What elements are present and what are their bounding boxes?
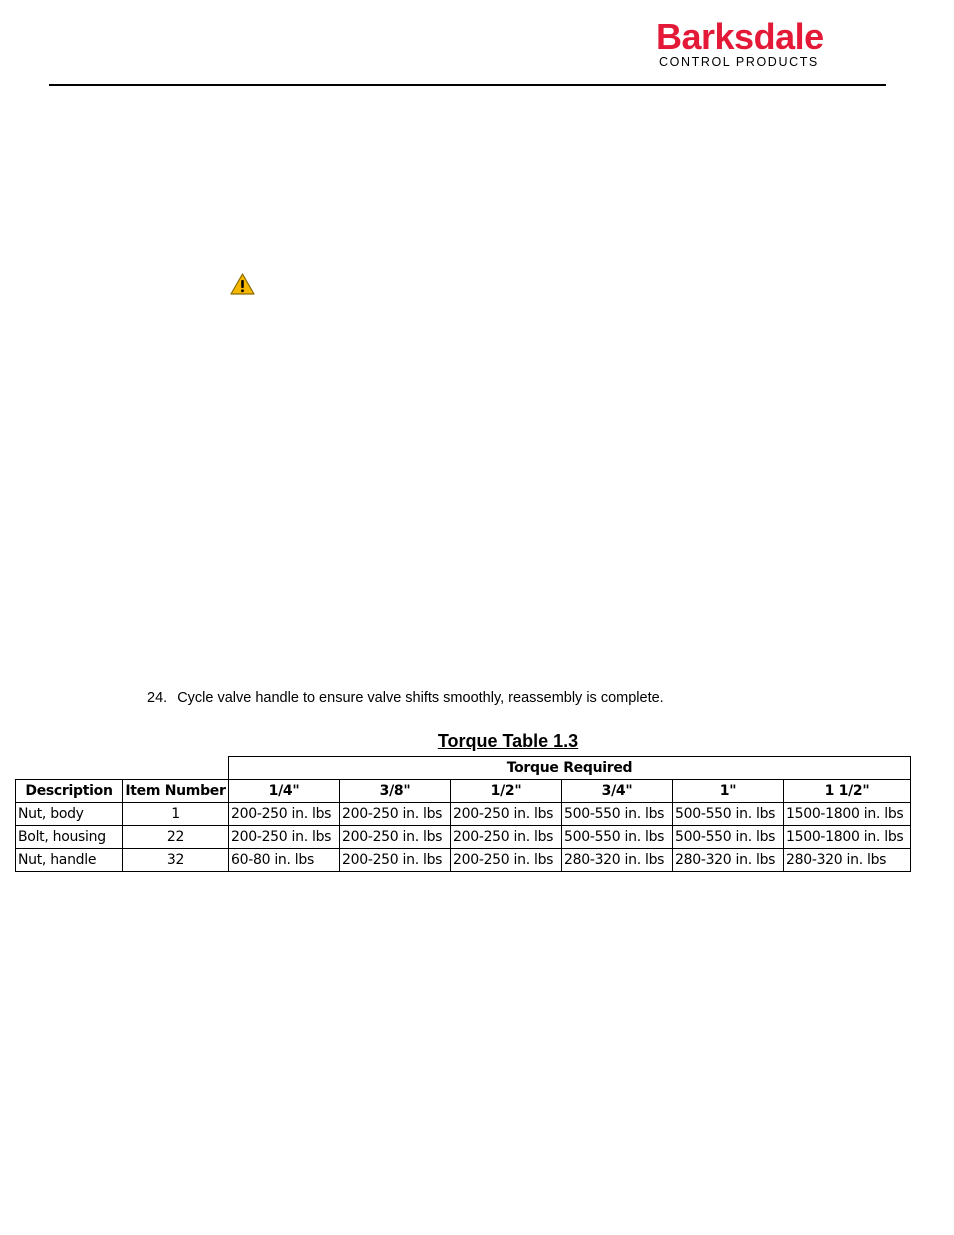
table-cell: 22: [123, 826, 229, 849]
table-cell: 200-250 in. lbs: [340, 826, 451, 849]
table-cell: 60-80 in. lbs: [229, 849, 340, 872]
table-row: [16, 826, 911, 849]
table-row: [16, 803, 911, 826]
step-number: 24.: [147, 690, 168, 706]
table-group-header-row: [16, 757, 911, 780]
step-text: Cycle valve handle to ensure valve shifts smoothly, reassembly is complete.: [177, 690, 664, 706]
table-cell: 200-250 in. lbs: [229, 803, 340, 826]
column-header: Item Number: [123, 780, 229, 803]
barksdale-logo: [656, 18, 846, 69]
table-cell: 200-250 in. lbs: [451, 849, 562, 872]
table-cell: 200-250 in. lbs: [340, 803, 451, 826]
header-divider: [49, 84, 886, 86]
column-header: 1 1/2": [784, 780, 911, 803]
blank-cell: [16, 757, 123, 780]
table-cell: 1: [123, 803, 229, 826]
table-cell: 200-250 in. lbs: [451, 826, 562, 849]
column-header: 3/8": [340, 780, 451, 803]
table-cell: 280-320 in. lbs: [562, 849, 673, 872]
table-cell: 200-250 in. lbs: [340, 849, 451, 872]
logo-tagline: CONTROL PRODUCTS: [659, 55, 819, 69]
table-cell: 200-250 in. lbs: [451, 803, 562, 826]
table-cell: 500-550 in. lbs: [562, 803, 673, 826]
table-cell: 1500-1800 in. lbs: [784, 803, 911, 826]
table-cell: 500-550 in. lbs: [673, 826, 784, 849]
logo-wordmark: Barksdale: [656, 16, 824, 57]
table-row: [16, 849, 911, 872]
table-cell: 200-250 in. lbs: [229, 826, 340, 849]
table-cell: 500-550 in. lbs: [673, 803, 784, 826]
step-24: [147, 690, 664, 706]
table-cell: Nut, body: [16, 803, 123, 826]
warning-triangle-icon: [230, 273, 255, 295]
column-header: Description: [16, 780, 123, 803]
table-title: Torque Table 1.3: [437, 731, 579, 751]
torque-table: [15, 756, 911, 872]
torque-required-header: Torque Required: [229, 757, 911, 780]
column-header: 1/2": [451, 780, 562, 803]
table-cell: 280-320 in. lbs: [673, 849, 784, 872]
table-cell: Bolt, housing: [16, 826, 123, 849]
table-cell: 32: [123, 849, 229, 872]
table-cell: 500-550 in. lbs: [562, 826, 673, 849]
blank-cell: [123, 757, 229, 780]
table-cell: Nut, handle: [16, 849, 123, 872]
table-cell: 280-320 in. lbs: [784, 849, 911, 872]
column-header: 1/4": [229, 780, 340, 803]
table-cell: 1500-1800 in. lbs: [784, 826, 911, 849]
column-header: 3/4": [562, 780, 673, 803]
table-header-row: [16, 780, 911, 803]
column-header: 1": [673, 780, 784, 803]
